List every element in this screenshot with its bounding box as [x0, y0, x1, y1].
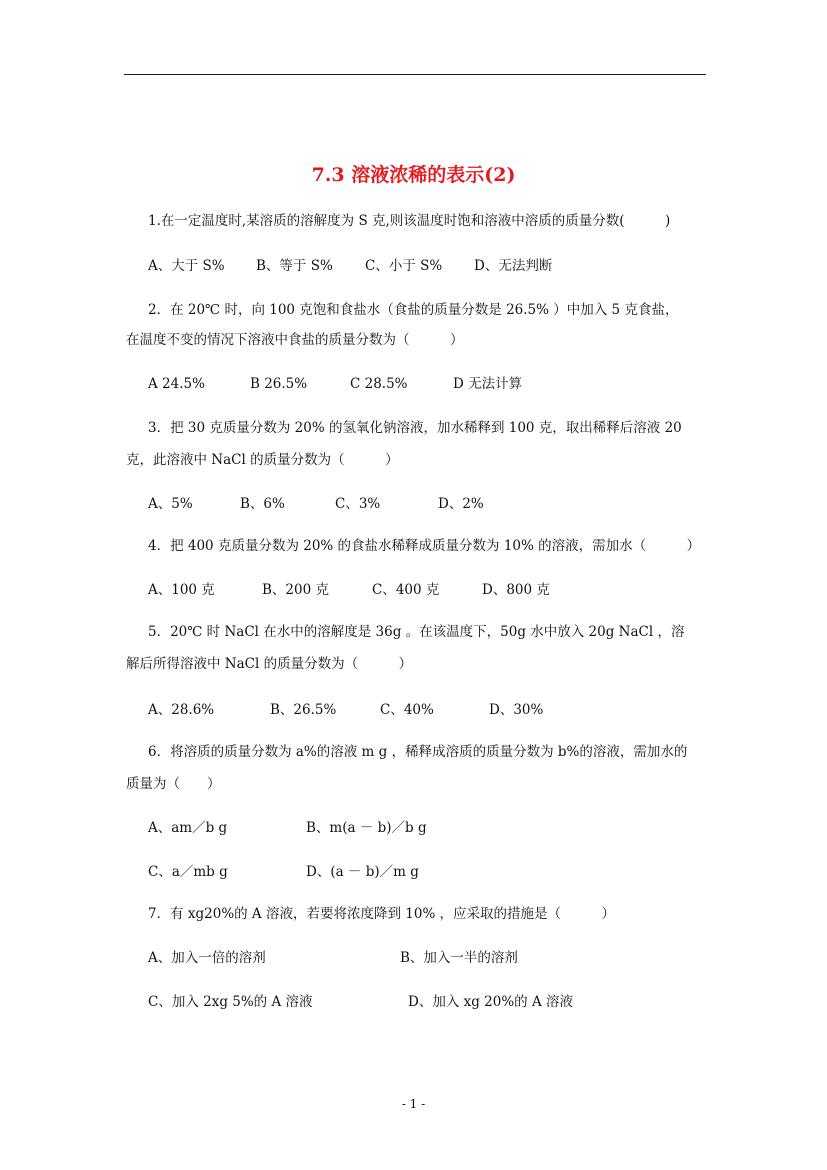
question-5-line-1: 5．20℃ 时 NaCl 在水中的溶解度是 36g 。在该温度下，50g 水中放入 20g NaCl ，溶 [148, 624, 685, 640]
q2-option-d: D 无法计算 [453, 376, 523, 392]
q3-option-b: B、6% [240, 496, 285, 512]
q4-option-b: B、200 克 [262, 582, 329, 598]
q1-option-d: D、无法判断 [474, 258, 553, 274]
question-6-line-2: 质量为（ ） [126, 776, 221, 792]
q6-option-a: A、am／b g [148, 820, 228, 836]
q3-option-d: D、2% [438, 496, 484, 512]
q4-option-c: C、400 克 [372, 582, 440, 598]
question-5-line-2: 解后所得溶液中 NaCl 的质量分数为（ ） [126, 656, 413, 672]
question-3-line-1: 3．把 30 克质量分数为 20% 的氢氧化钠溶液，加水稀释到 100 克，取出稀释后溶液 20 [148, 420, 682, 436]
question-3-line-2: 克，此溶液中 NaCl 的质量分数为（ ） [126, 452, 399, 468]
q2-option-c: C 28.5% [350, 376, 408, 392]
q3-option-a: A、5% [148, 496, 193, 512]
page-title: 7.3 溶液浓稀的表示(2) [311, 164, 516, 186]
q5-option-d: D、30% [489, 702, 544, 718]
q5-option-b: B、26.5% [270, 702, 337, 718]
q2-option-a: A 24.5% [148, 376, 205, 392]
q7-option-c: C、加入 2xg 5%的 A 溶液 [148, 994, 313, 1010]
q1-option-a: A、大于 S% [148, 258, 225, 274]
q5-option-a: A、28.6% [148, 702, 215, 718]
q4-option-d: D、800 克 [482, 582, 550, 598]
q5-option-c: C、40% [380, 702, 434, 718]
q6-option-d: D、(a － b)／m g [306, 864, 419, 880]
q7-option-d: D、加入 xg 20%的 A 溶液 [408, 994, 573, 1010]
q1-option-c: C、小于 S% [365, 258, 443, 274]
question-6-line-1: 6．将溶质的质量分数为 a%的溶液 m g ，稀释成溶质的质量分数为 b%的溶液，需加水的 [148, 744, 688, 760]
question-7-line-1: 7．有 xg20%的 A 溶液，若要将浓度降到 10% ，应采取的措施是（ ） [148, 906, 616, 922]
q1-option-b: B、等于 S% [256, 258, 333, 274]
q2-option-b: B 26.5% [250, 376, 308, 392]
question-1-line-1: 1.在一定温度时,某溶质的溶解度为 S 克,则该温度时饱和溶液中溶质的质量分数( ) [148, 213, 671, 229]
q6-option-c: C、a／mb g [148, 864, 228, 880]
q3-option-c: C、3% [335, 496, 381, 512]
q7-option-b: B、加入一半的溶剂 [400, 950, 518, 966]
q7-option-a: A、加入一倍的溶剂 [148, 950, 266, 966]
q4-option-a: A、100 克 [148, 582, 215, 598]
question-2-line-1: 2．在 20℃ 时，向 100 克饱和食盐水（食盐的质量分数是 26.5% ）中加入 5 克食盐， [148, 302, 679, 318]
q6-option-b: B、m(a － b)／b g [306, 820, 427, 836]
header-rule [124, 74, 706, 75]
question-4-line-1: 4．把 400 克质量分数为 20% 的食盐水稀释成质量分数为 10% 的溶液，需加水（ ） [148, 538, 701, 554]
page-number: - 1 - [401, 1097, 426, 1111]
question-2-line-2: 在温度不变的情况下溶液中食盐的质量分数为（ ） [126, 332, 464, 348]
